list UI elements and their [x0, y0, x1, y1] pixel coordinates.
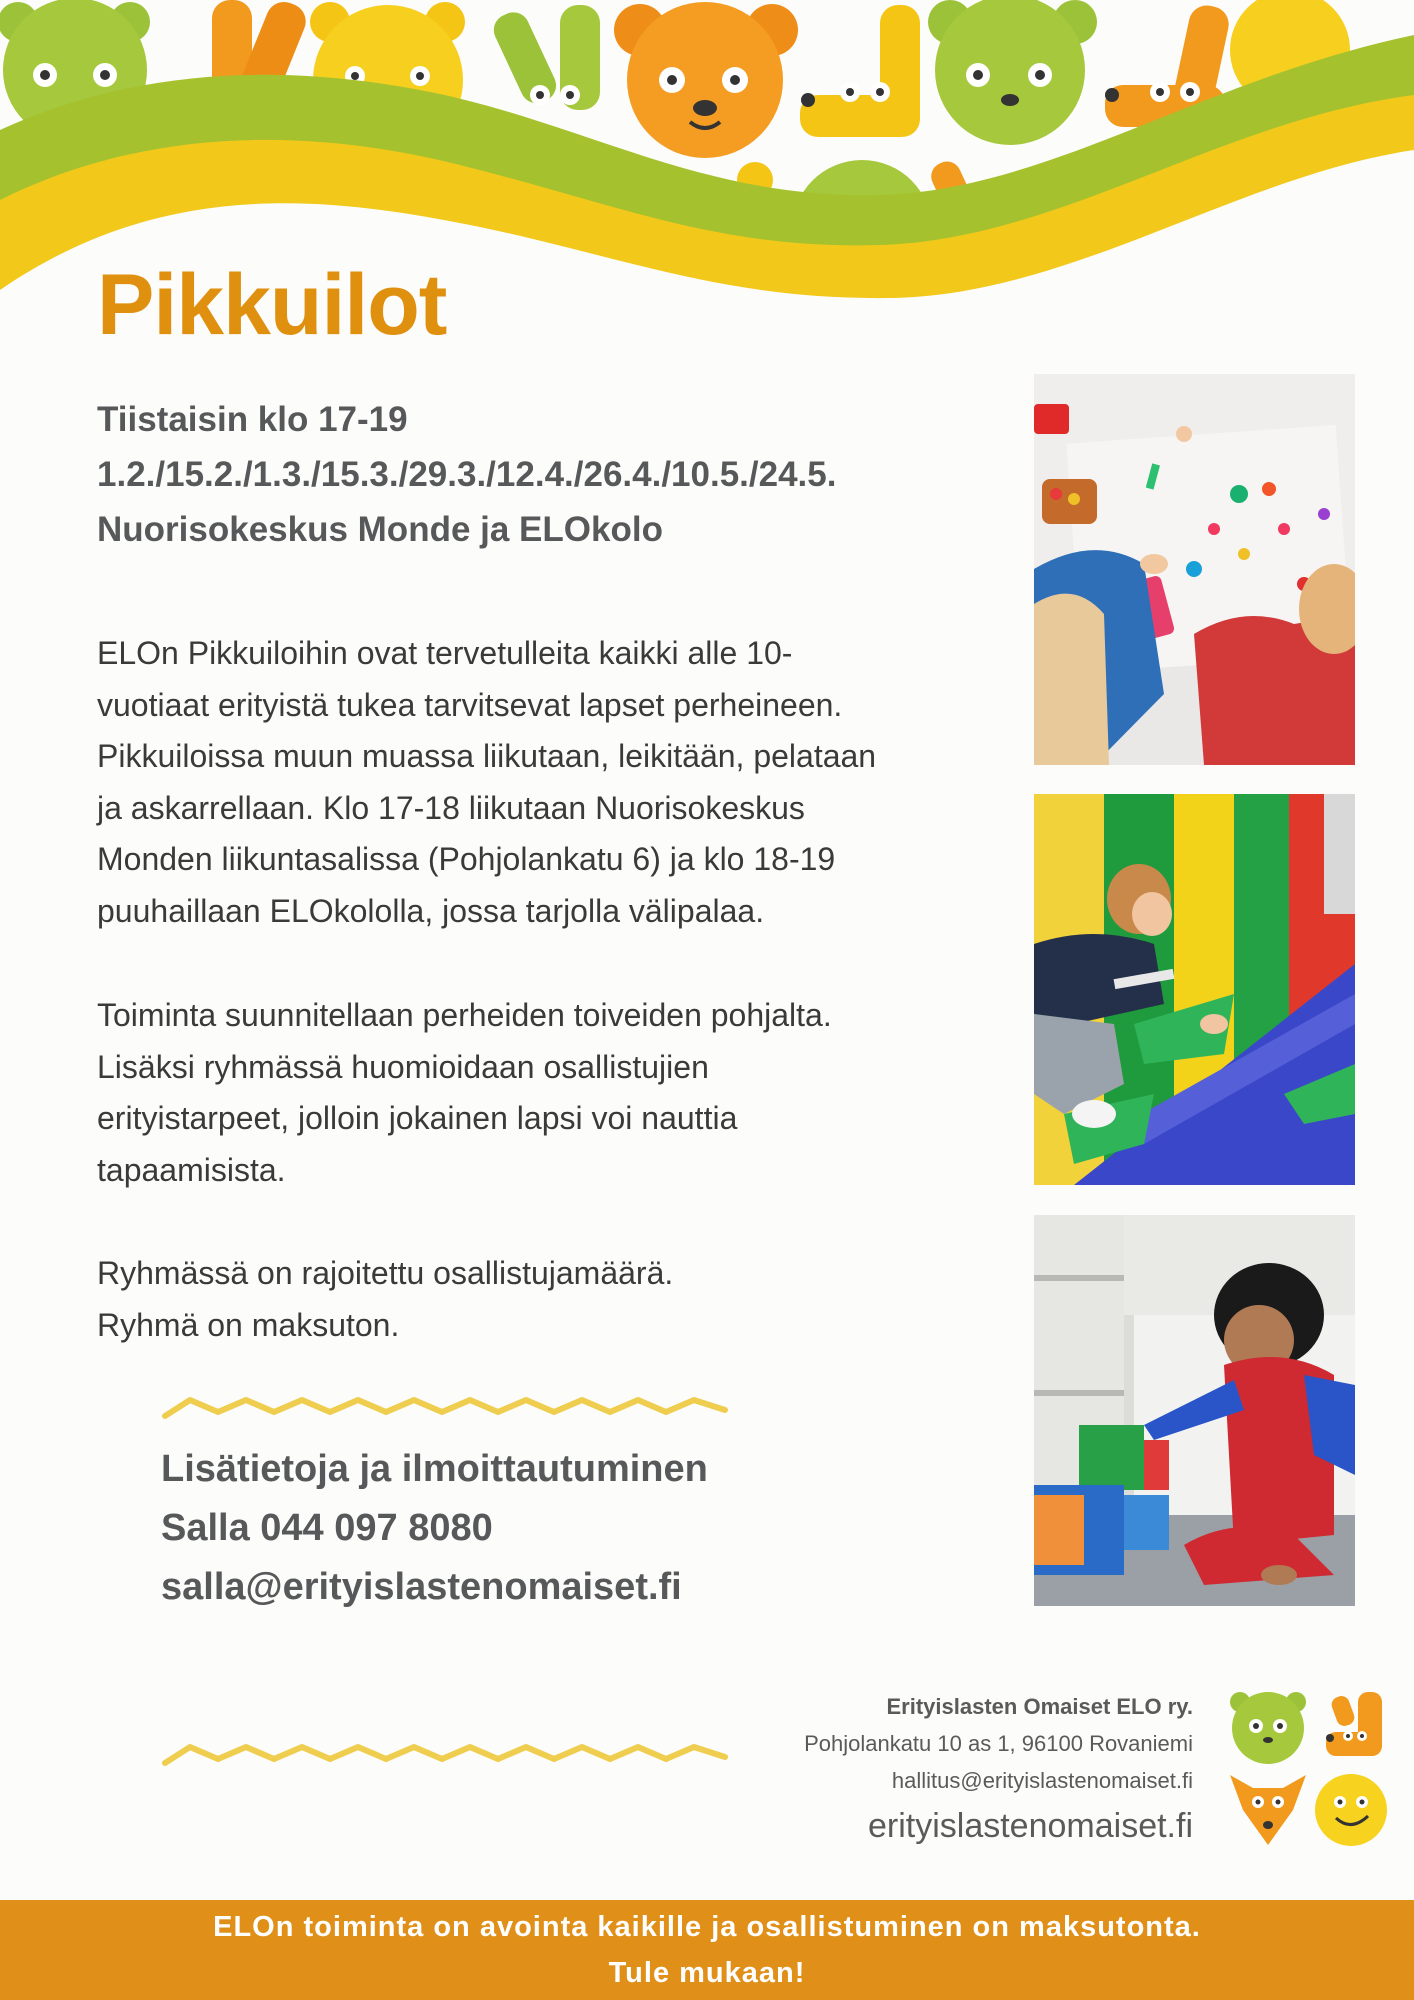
contact-phone[interactable]: Salla 044 097 8080: [161, 1507, 493, 1549]
description-paragraph-2: [97, 990, 947, 1196]
organization-email-link[interactable]: hallitus@erityislastenomaiset.fi: [891, 1768, 1193, 1793]
footer-line-2: Tule mukaan!: [608, 1957, 806, 1989]
schedule-info: [97, 392, 836, 557]
contact-heading: Lisätietoja ja ilmoittautuminen: [161, 1448, 708, 1490]
description-paragraph-1: [97, 628, 947, 937]
text-line: Pikkuiloissa muun muassa liikutaan, leikitään, pelataan: [97, 738, 877, 774]
photo-boy-climbing-bouncy-castle: [1034, 794, 1355, 1185]
logo-fox-icon: [1230, 1775, 1306, 1845]
zigzag-divider-bottom: [160, 1735, 730, 1775]
text-line: Ryhmä on maksuton.: [97, 1306, 400, 1343]
schedule-place: Nuorisokeskus Monde ja ELOkolo: [97, 510, 663, 549]
bear-orange-icon: [614, 2, 798, 158]
photo-children-playing-clay: [1034, 374, 1355, 765]
contact-info: [161, 1440, 708, 1617]
logo-smiley-icon: [1315, 1774, 1387, 1846]
page-title: Pikkuilot: [97, 257, 447, 353]
text-line: Ryhmässä on rajoitettu osallistujamäärä.: [97, 1255, 674, 1291]
schedule-dates: 1.2./15.2./1.3./15.3./29.3./12.4./26.4./10.5./24.5.: [97, 455, 837, 494]
text-line: ja askarrellaan. Klo 17-18 liikutaan Nuorisokeskus: [97, 789, 805, 826]
logo-rabbit-icon: [1326, 1692, 1382, 1756]
text-line: vuotiaat erityistä tukea tarvitsevat lapset perheineen.: [97, 686, 843, 723]
text-line: Toiminta suunnitellaan perheiden toiveiden pohjalta.: [97, 997, 832, 1033]
bear-green-2-icon: [928, 0, 1097, 145]
text-line: puuhaillaan ELOkololla, jossa tarjolla välipalaa.: [97, 892, 765, 929]
text-line: Lisäksi ryhmässä huomioidaan osallistujien: [97, 1048, 709, 1085]
zigzag-divider-top: [160, 1388, 730, 1428]
rabbit-green-icon: [489, 5, 600, 110]
elo-logo-icon: [1228, 1690, 1388, 1855]
schedule-day-time: Tiistaisin klo 17-19: [97, 400, 408, 439]
photo-child-playing-blocks: [1034, 1215, 1355, 1606]
organization-name: Erityislasten Omaiset ELO ry.: [886, 1694, 1193, 1719]
text-line: tapaamisista.: [97, 1151, 286, 1188]
text-line: ELOn Pikkuiloihin ovat tervetulleita kaikki alle 10-: [97, 635, 793, 671]
contact-email-link[interactable]: salla@erityislastenomaiset.fi: [161, 1566, 682, 1608]
footer-line-1: ELOn toiminta on avointa kaikille ja osallistuminen on maksutonta.: [213, 1911, 1201, 1943]
organization-website-link[interactable]: erityislastenomaiset.fi: [867, 1807, 1193, 1845]
text-line: Monden liikuntasalissa (Pohjolankatu 6) ja klo 18-19: [97, 841, 836, 877]
description-paragraph-3: [97, 1248, 947, 1351]
text-line: erityistarpeet, jolloin jokainen lapsi voi nauttia: [97, 1100, 738, 1136]
footer-banner: [0, 1900, 1414, 2000]
organization-address: Pohjolankatu 10 as 1, 96100 Rovaniemi: [804, 1731, 1193, 1756]
organization-info: [804, 1688, 1193, 1849]
rabbit-yellow-icon: [800, 5, 920, 137]
logo-bear-icon: [1230, 1692, 1306, 1764]
